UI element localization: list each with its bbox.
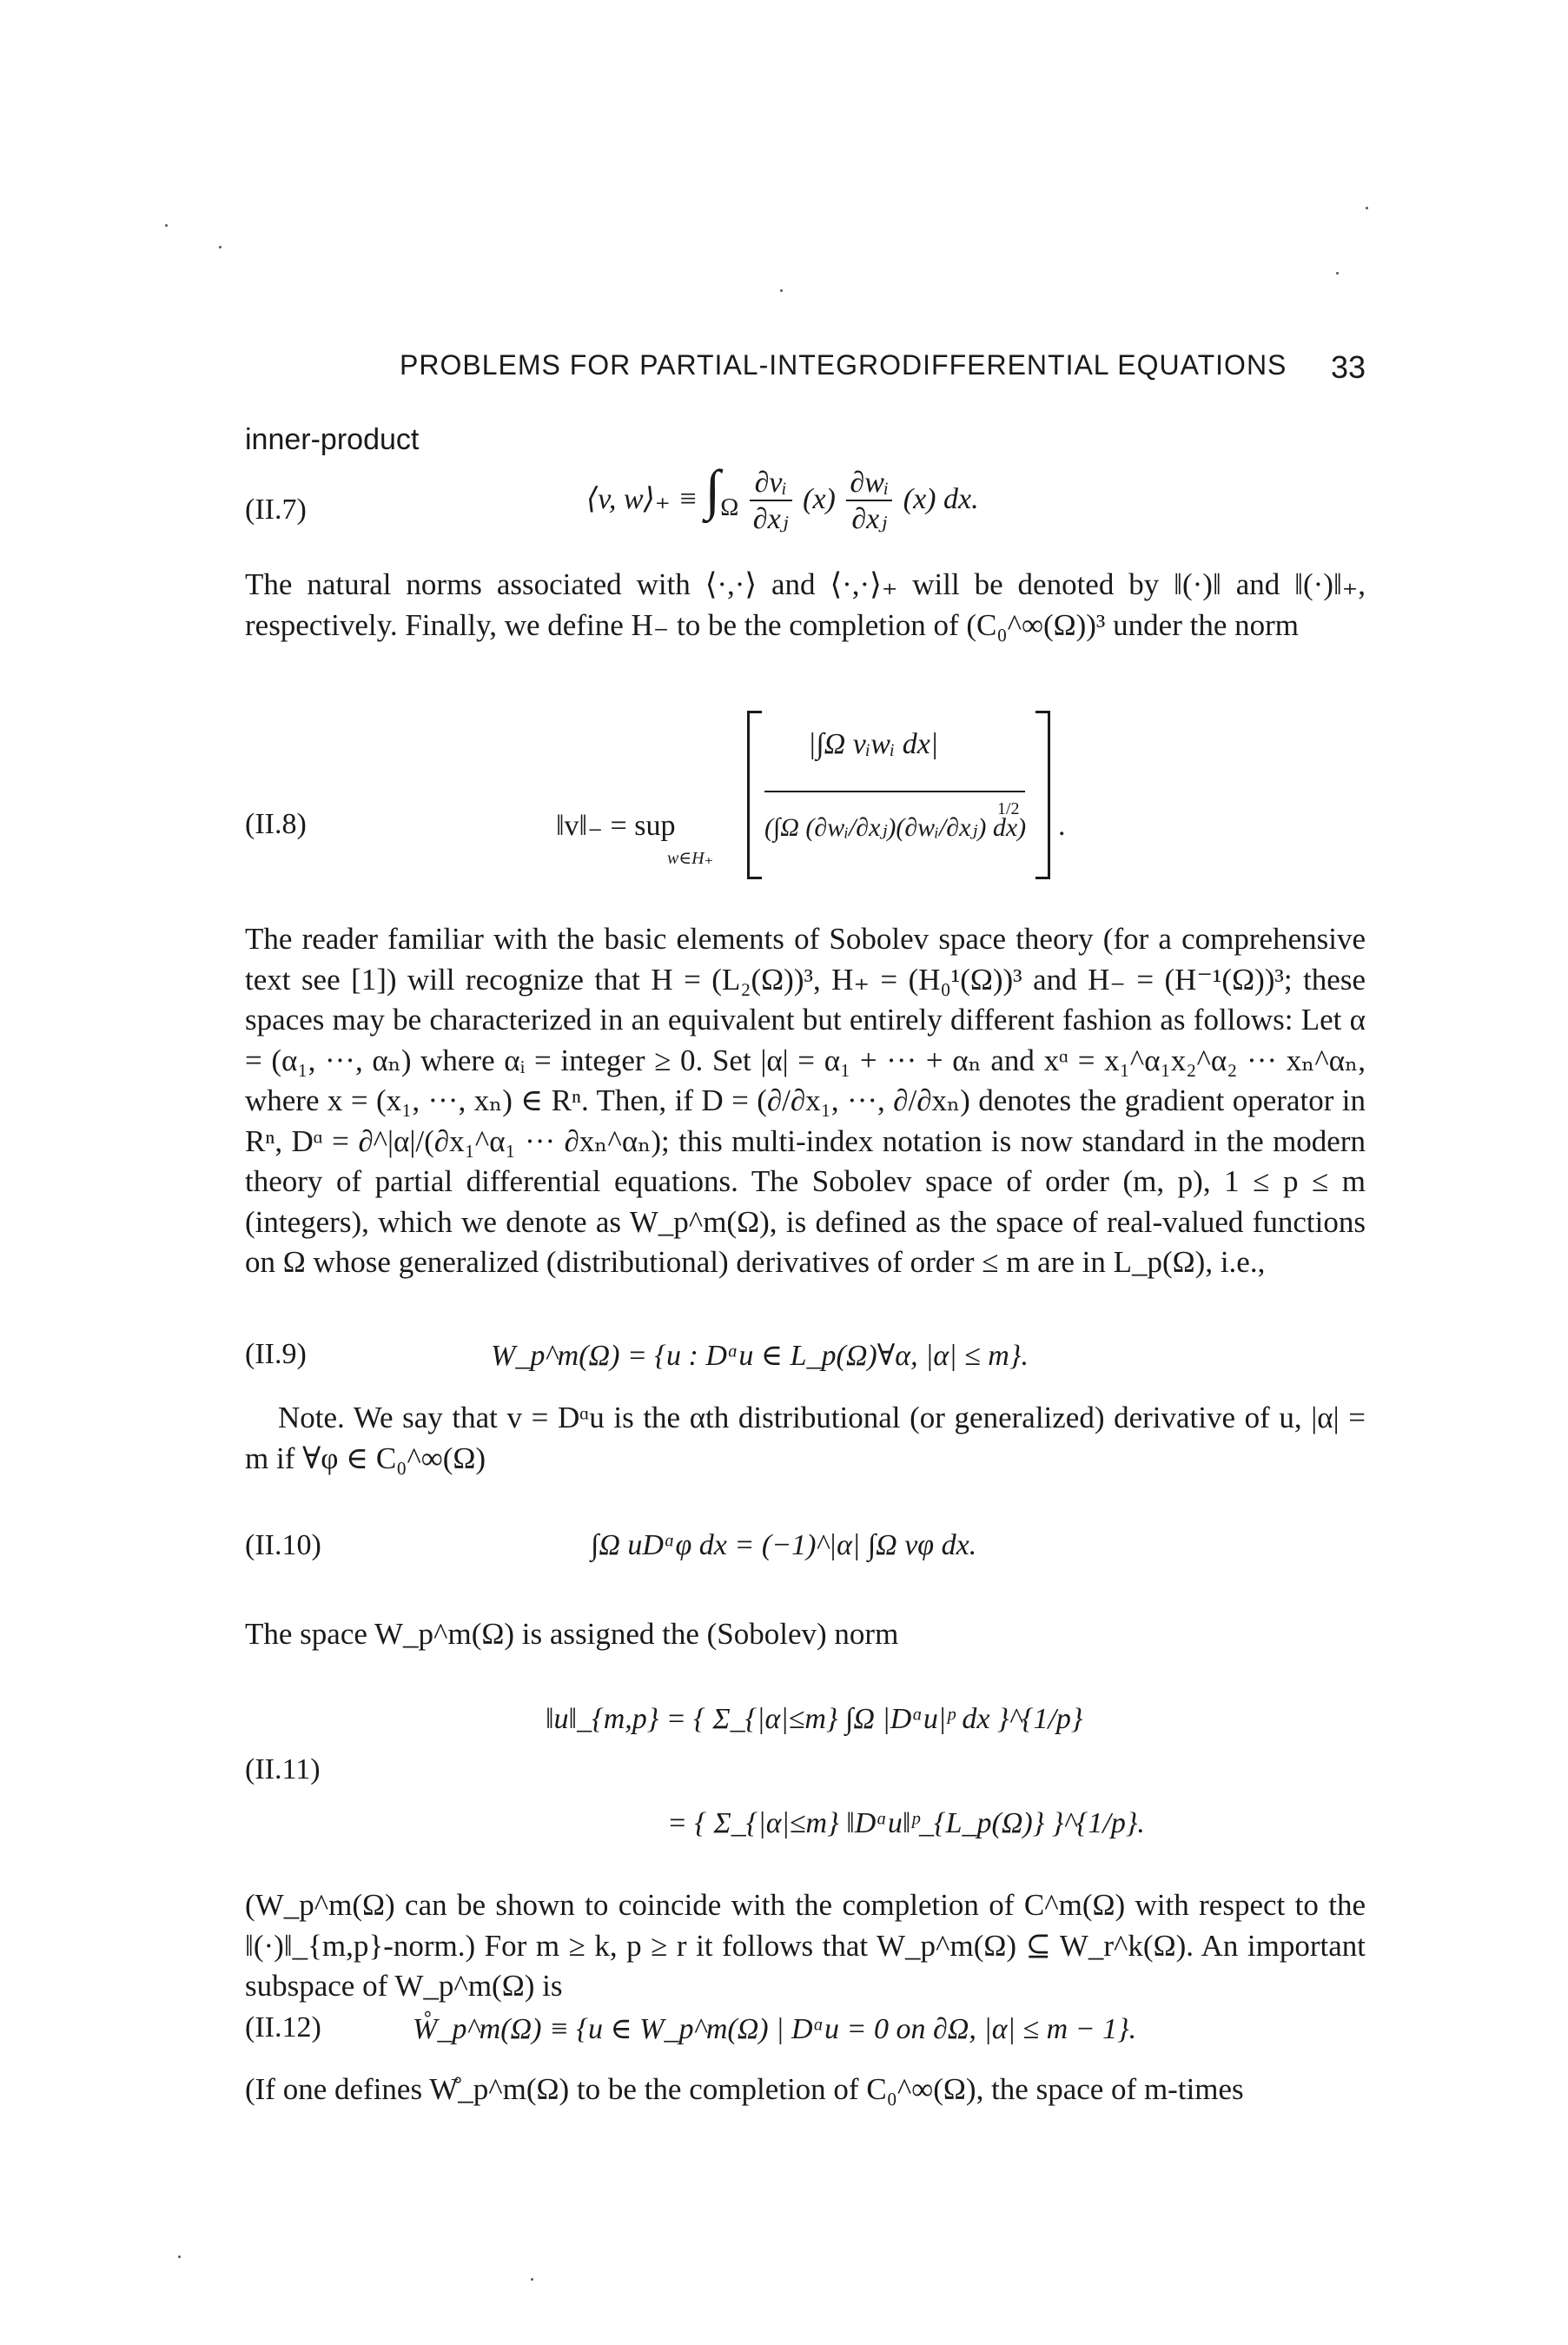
paragraph-3 (245, 1398, 1366, 1479)
domain-omega: Ω (720, 494, 739, 521)
eq8-numerator: |∫Ω vᵢwᵢ dx| (808, 728, 939, 760)
eq-label-7: (II.7) (245, 494, 307, 526)
eq-label-10: (II.10) (245, 1529, 321, 1561)
left-bracket (747, 711, 762, 879)
eq-label-11: (II.11) (245, 1753, 321, 1785)
eq7-num2: ∂wᵢ (846, 467, 892, 501)
paragraph-5 (245, 1885, 1366, 2007)
eq7-num1: ∂vᵢ (750, 467, 792, 501)
equation-7 (586, 459, 979, 536)
paragraph-6 (245, 2070, 1366, 2110)
paragraph-4-text: The space W_p^m(Ω) is assigned the (Sobolev) norm (245, 1617, 899, 1651)
eq8-exponent: 1/2 (997, 799, 1020, 818)
eq8-sub: w∈H₊ (667, 849, 714, 868)
eq-label-9: (II.9) (245, 1338, 307, 1370)
paragraph-3-text: Note. We say that v = Dᵅu is the αth distributional (or generalized) derivative of u, |α| = m if ∀φ ∈ C₀^∞(Ω) (245, 1401, 1366, 1475)
equation-11-line-2: = { Σ_{|α|≤m} ‖Dᵅu‖ᵖ_{L_p(Ω)} }^{1/p}. (667, 1807, 1145, 1839)
eq8-lhs: ‖v‖₋ = sup (556, 810, 676, 842)
eq7-den1: ∂xⱼ (752, 503, 789, 536)
eq7-mid: (x) (803, 483, 836, 515)
eq7-den2: ∂xⱼ (851, 503, 888, 536)
paragraph-2 (245, 919, 1366, 1283)
paragraph-5-text: (W_p^m(Ω) can be shown to coincide with the completion of C^m(Ω) with respect to the ‖(·)‖_{m,p}-norm.) For m ≥ k, p ≥ r it follows that W_p^m(Ω) ⊆ W_r^k(Ω). An important subspace of W_p^m(Ω) is (245, 1888, 1366, 2003)
equation-10: ∫Ω uDᵅφ dx = (−1)^|α| ∫Ω vφ dx. (591, 1529, 977, 1561)
eq8-period: . (1058, 810, 1066, 842)
eq8-fraction-bar (764, 791, 1025, 792)
eq-label-8: (II.8) (245, 808, 307, 840)
page-number: 33 (1331, 349, 1366, 385)
equation-12: W̊_p^m(Ω) ≡ {u ∈ W_p^m(Ω) | Dᵅu = 0 on ∂Ω, |α| ≤ m − 1}. (413, 2013, 1137, 2045)
eq7-tail: (x) dx. (903, 483, 979, 515)
eq8-denominator: (∫Ω (∂wᵢ/∂xⱼ)(∂wᵢ/∂xⱼ) dx) (764, 813, 1027, 842)
running-title: PROBLEMS FOR PARTIAL-INTEGRODIFFERENTIAL EQUATIONS (400, 349, 1287, 381)
eq-label-12: (II.12) (245, 2011, 321, 2044)
paragraph-6-text: (If one defines W̊_p^m(Ω) to be the completion of C₀^∞(Ω), the space of m-times (245, 2072, 1244, 2106)
equation-9: W_p^m(Ω) = {u : Dᵅu ∈ L_p(Ω)∀α, |α| ≤ m}. (491, 1340, 1029, 1372)
intro-word: inner-product (245, 423, 420, 456)
paragraph-2-text: The reader familiar with the basic elements of Sobolev space theory (for a comprehensive text see [1]) will recognize that H = (L₂(Ω))³, H₊ = (H₀¹(Ω))³ and H₋ = (H⁻¹(Ω))³; these spaces may be characterized in an equivalent but entirely different fashion as follows: Let α = (α₁, ···, αₙ) where αᵢ = integer ≥ 0. Set |α| = α₁ + ··· + αₙ and xᵅ = x₁^α₁x₂^α₂ ··· xₙ^αₙ, where x = (x₁, ···, xₙ) ∈ Rⁿ. Then, if D = (∂/∂x₁, ···, ∂/∂xₙ) denotes the gradient operator in Rⁿ, Dᵅ = ∂^|α|/(∂x₁^α₁ ··· ∂xₙ^αₙ); this multi-index notation is now standard in the modern theory of partial differential equations. The Sobolev space of order (m, p), 1 ≤ p ≤ m (integers), which we denote as W_p^m(Ω), is defined as the space of real-valued functions on Ω whose generalized (distributional) derivatives of order ≤ m are in L_p(Ω), i.e., (245, 922, 1366, 1279)
eq7-lhs: ⟨v, w⟩₊ ≡ (586, 483, 698, 515)
paragraph-1-text: The natural norms associated with ⟨·,·⟩ and ⟨·,·⟩₊ will be denoted by ‖(·)‖ and ‖(·)‖₊, respectively. Finally, we define H₋ to be the completion of (C₀^∞(Ω))³ under the norm (245, 567, 1366, 642)
paragraph-4 (245, 1614, 1366, 1655)
right-bracket (1035, 711, 1050, 879)
paragraph-1 (245, 565, 1366, 646)
equation-11-line-1: ‖u‖_{m,p} = { Σ_{|α|≤m} ∫Ω |Dᵅu|ᵖ dx }^{1/p} (546, 1703, 1083, 1735)
integral-sign: ∫ (705, 459, 721, 520)
